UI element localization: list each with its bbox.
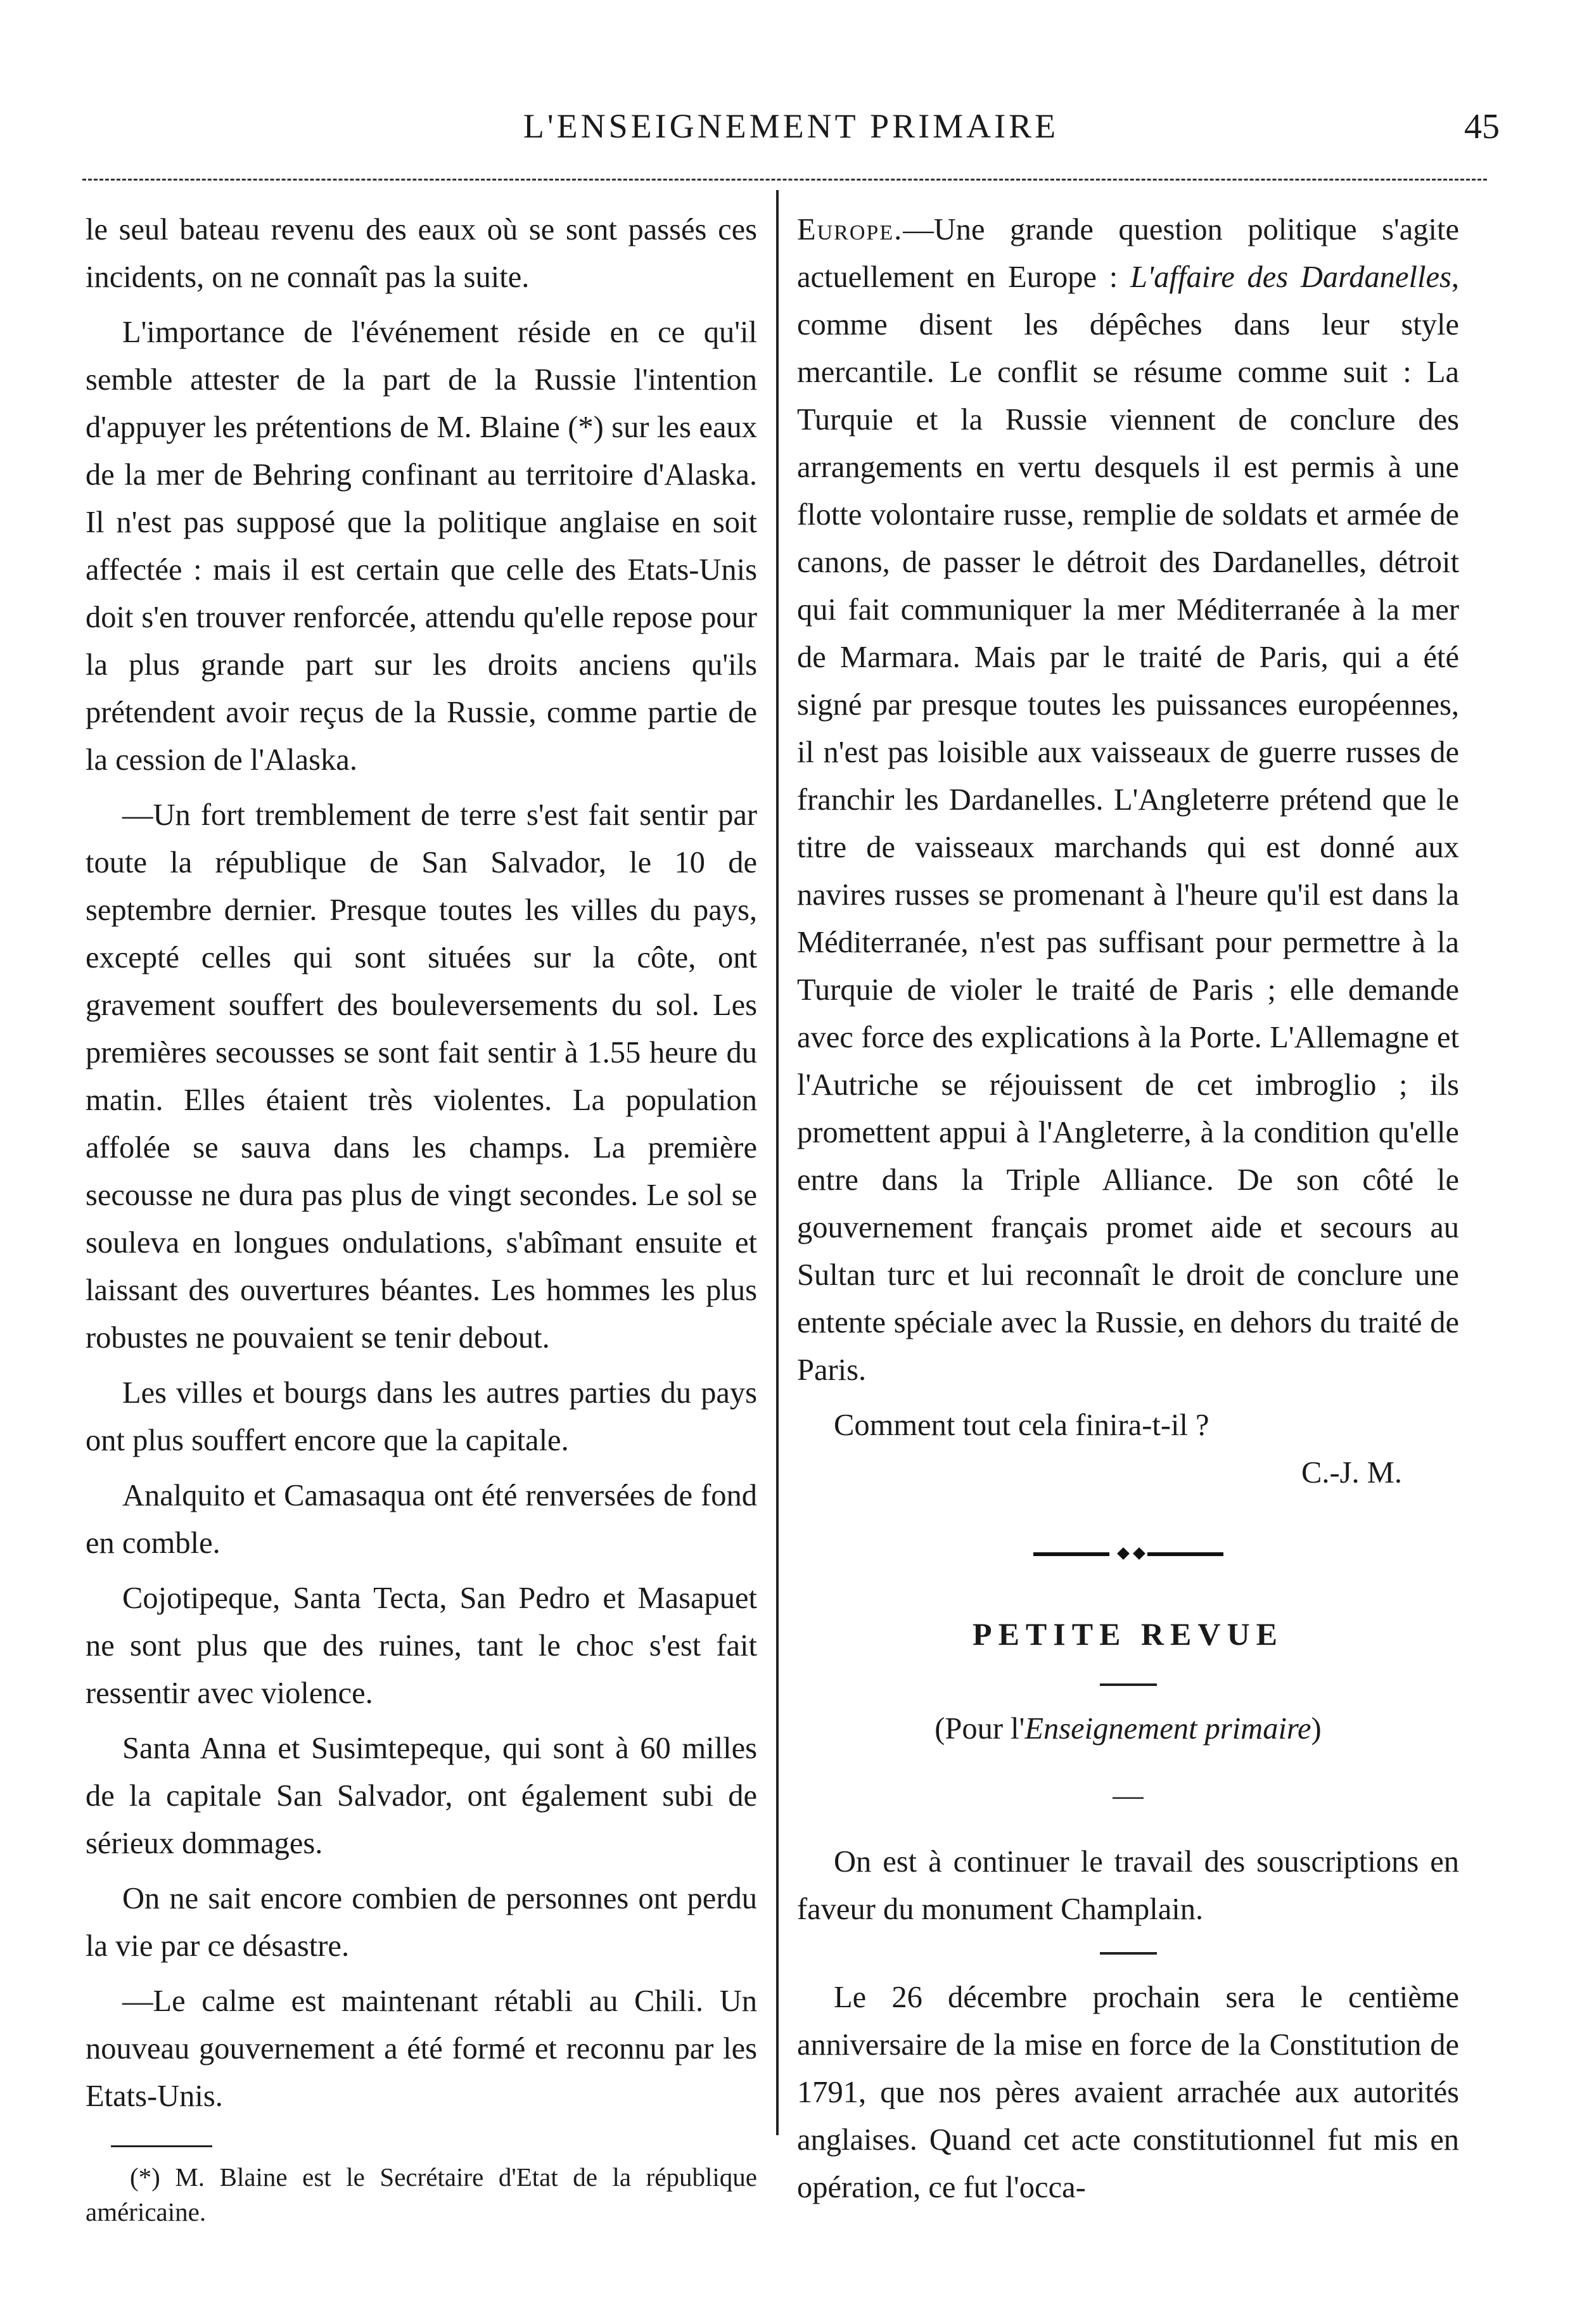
paragraph-alaska: L'importance de l'événement réside en ce qu'il semble attester de la part de la Russie l'intention d'appuyer les prétentions de M. Blaine (*) sur les eaux de la mer de Behring confinant au territoire d'Alaska. Il n'est pas supposé que la politique anglaise en soit affectée : mais il est certain que celle des Etats-Unis doit s'en trouver renforcée, attendu qu'elle repose pour la plus grande part sur les droits anciens qu'ils prétendent avoir reçus de la Russie, comme partie de la cession de l'Alaska. xyxy=(86,316,757,777)
section-ornament xyxy=(1033,1547,1223,1560)
europe-affair: L'affaire des Dardanelles xyxy=(1130,260,1451,294)
paragraph-earthquake: —Un fort tremblement de terre s'est fait sentir par toute la république de San Salvador, le 10 de septembre dernier. Presque toutes les villes du pays, excepté celles qui sont situées sur la côte, ont gravement souffert des bouleversements du sol. Les premières secousses se sont fait sentir à 1.55 heure du matin. Elles étaient très violentes. La population affolée se sauva dans les champs. La première secousse ne dura pas plus de vingt secondes. Le sol se souleva en longues ondulations, s'abîmant ensuite et laissant des ouvertures béantes. Les hommes les plus robustes ne pouvaient se tenir debout. xyxy=(86,798,757,1355)
journal-title: L'ENSEIGNEMENT PRIMAIRE xyxy=(523,107,1059,145)
signature-block xyxy=(797,1401,1459,1497)
section-title: PETITE REVUE xyxy=(973,1616,1284,1652)
paragraph-cojotipeque: Cojotipeque, Santa Tecta, San Pedro et Masapuet ne sont plus que des ruines, tant le choc s'est fait ressentir avec violence. xyxy=(86,1581,757,1710)
footnote-text: (*) M. Blaine est le Secrétaire d'Etat de la république américaine. xyxy=(86,2162,757,2226)
header-rule xyxy=(82,179,1487,181)
subtitle-journal: Enseignement primaire xyxy=(1024,1712,1311,1746)
left-column xyxy=(86,206,757,2237)
europe-body: , comme disent les dépêches dans leur style mercantile. Le conflit se résume comme suit : La Turquie et la Russie viennent de conclure des arrangements en vertu desquels il est permis à une flotte volontaire russe, remplie de soldats et armée de canons, de passer le détroit des Dardanelles, détroit qui fait communiquer la mer Méditerranée à la mer de Marmara. Mais par le traité de Paris, qui a été signé par presque toutes les puissances européennes, il n'est pas loisible aux vaisseaux de guerre russes de franchir les Dardanelles. L'Angleterre prétend que le titre de vaisseaux marchands qui est donné aux navires russes se promenant à l'heure qu'il est dans la Méditerranée, n'est pas suffisant pour permettre à la Turquie de violer le traité de Paris ; elle demande avec force des explications à la Porte. L'Allemagne et l'Autriche se réjouissent de cet imbroglio ; ils promettent appui à l'Angleterre, à la condition qu'elle entre dans la Triple Alliance. De son côté le gouvernement français promet aide et secours au Sultan turc et lui reconnaît le droit de conclure une entente spéciale avec la Russie, en dehors du traité de Paris. xyxy=(797,260,1459,1387)
column-divider xyxy=(776,190,779,2135)
footnote xyxy=(86,2160,757,2230)
paragraph-analquito: Analquito et Camasaqua ont été renversées de fond en comble. xyxy=(86,1479,757,1560)
separator-rule xyxy=(1100,1952,1157,1955)
footnote-rule xyxy=(111,2145,212,2147)
right-column xyxy=(797,206,1459,2219)
running-head xyxy=(82,106,1500,157)
paragraph-casualties: On ne sait encore combien de personnes ont perdu la vie par ce désastre. xyxy=(86,1882,757,1963)
title-rule xyxy=(1100,1683,1157,1686)
section-subtitle: (Pour l'Enseignement primaire) xyxy=(935,1712,1322,1746)
paragraph-continuation: le seul bateau revenu des eaux où se sont passés ces incidents, on ne connaît pas la suite. xyxy=(86,213,757,294)
separator-dash-1: — xyxy=(1113,1778,1144,1812)
closing-question: Comment tout cela finira-t-il ? xyxy=(834,1408,1209,1442)
paragraph-constitution: Le 26 décembre prochain sera le centième anniversaire de la mise en force de la Constitution de 1791, que nos pères avaient arrachée aux autorités anglaises. Quand cet acte constitutionnel fut mis en opération, ce fut l'occa- xyxy=(797,1981,1459,2204)
europe-label: Europe. xyxy=(797,213,903,246)
paragraph-towns: Les villes et bourgs dans les autres parties du pays ont plus souffert encore que la capitale. xyxy=(86,1376,757,1457)
paragraph-santa-anna: Santa Anna et Susimtepeque, qui sont à 60 milles de la capitale San Salvador, ont également subi de sérieux dommages. xyxy=(86,1732,757,1860)
paragraph-champlain: On est à continuer le travail des souscriptions en faveur du monument Champlain. xyxy=(797,1845,1459,1926)
europe-intro: —Une grande question politique s'agite actuellement en Europe : xyxy=(797,213,1459,294)
page-number: 45 xyxy=(1464,107,1500,146)
paragraph-europe xyxy=(797,206,1459,1394)
paragraph-chili: —Le calme est maintenant rétabli au Chili. Un nouveau gouvernement a été formé et reconnu par les Etats-Unis. xyxy=(86,1984,757,2113)
signature: C.-J. M. xyxy=(1301,1456,1402,1490)
